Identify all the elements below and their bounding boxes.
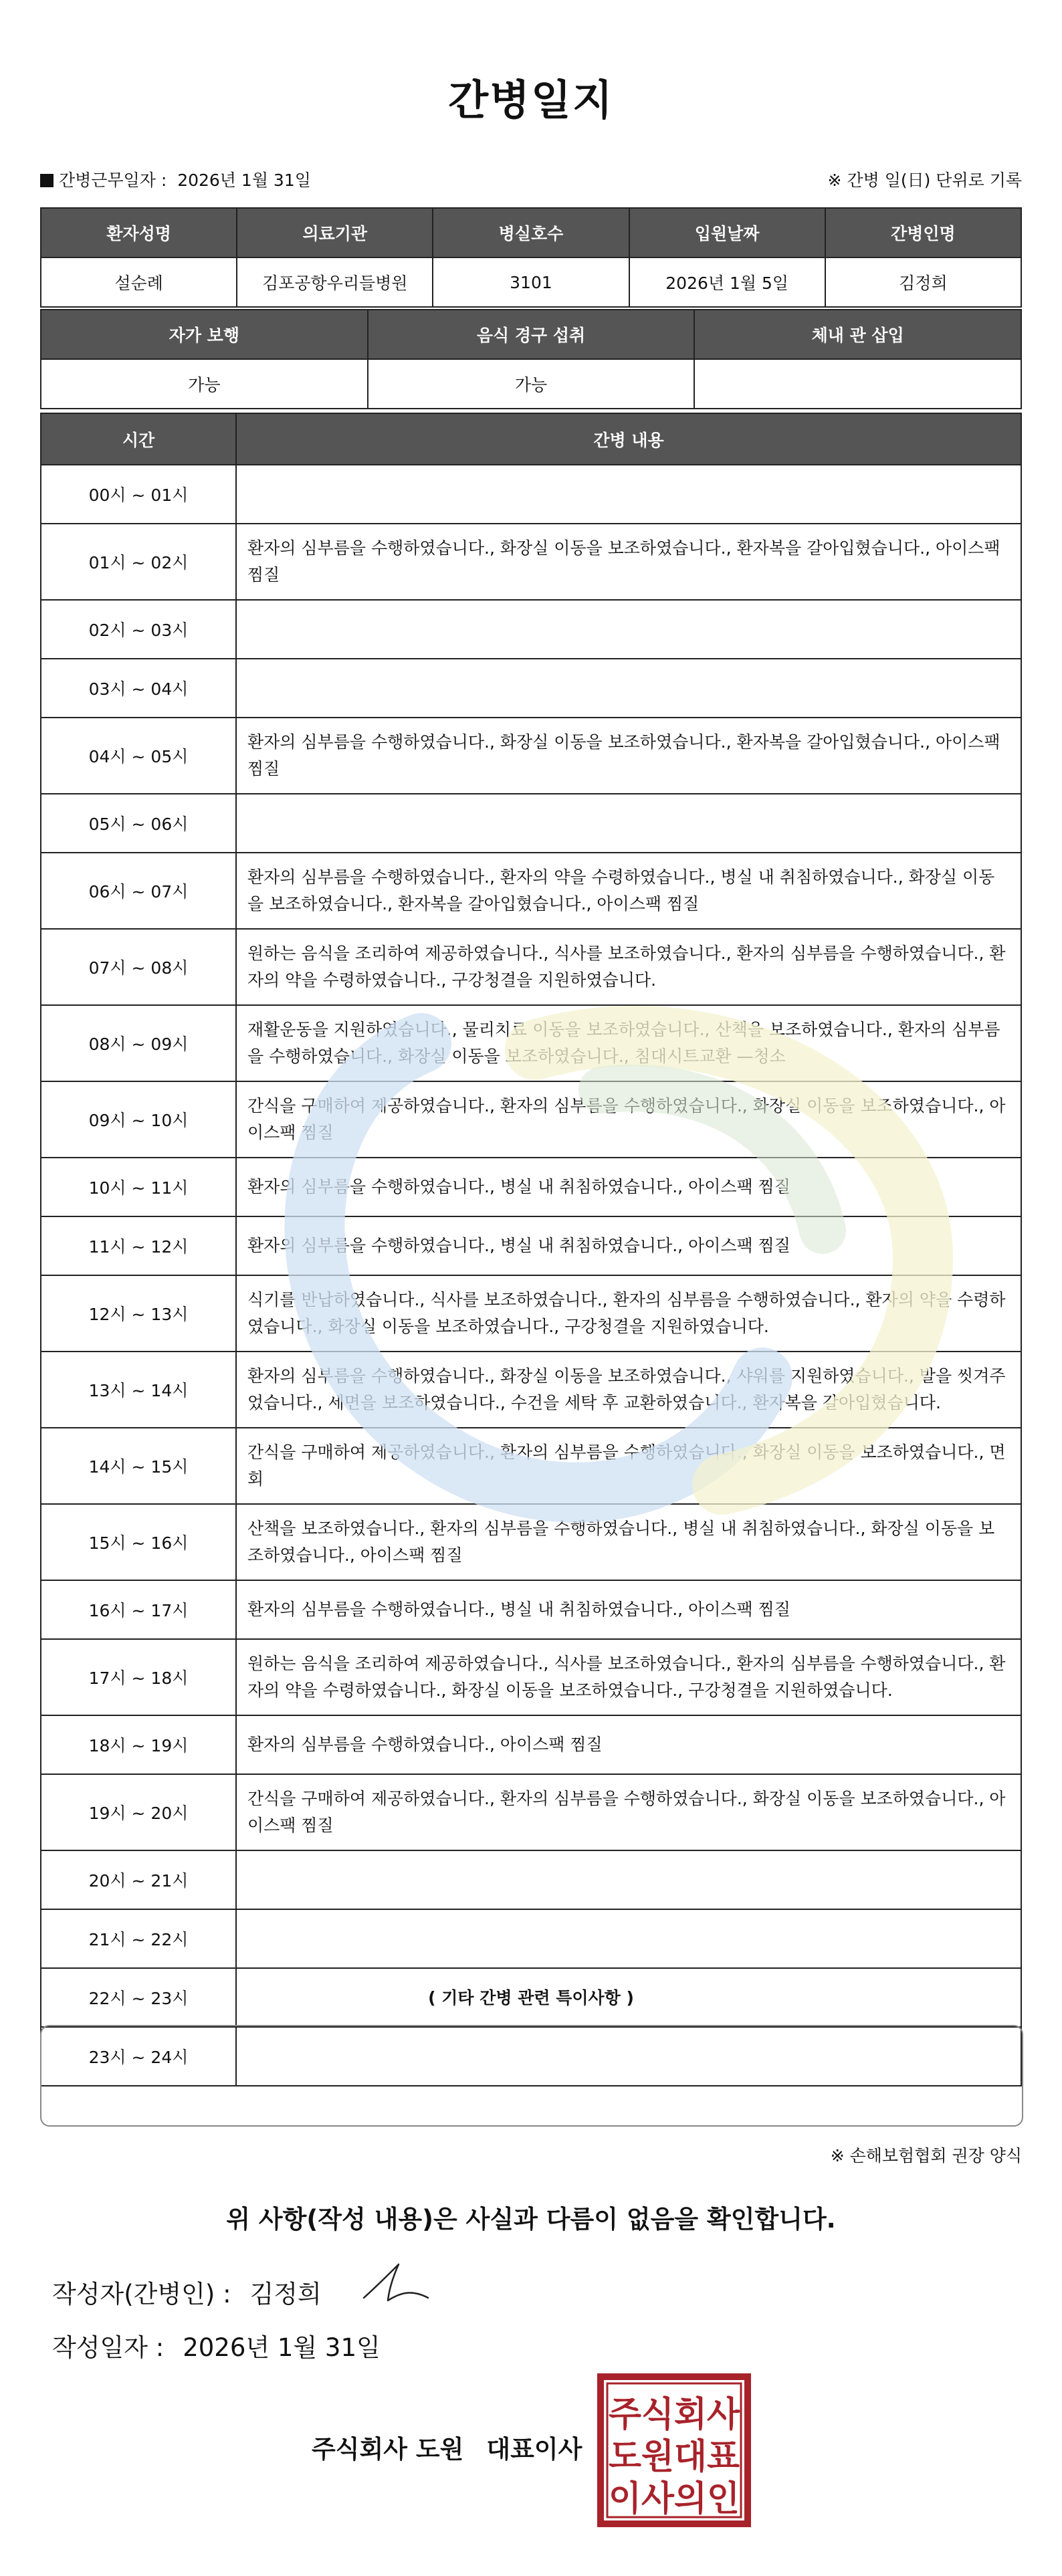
table-row xyxy=(41,1275,1021,1352)
care-content xyxy=(236,600,1021,659)
table-row xyxy=(41,1352,1021,1428)
time-slot: 03시 ~ 04시 xyxy=(41,659,236,718)
table-row xyxy=(41,659,1021,718)
special-notes-title: ( 기타 간병 관련 특이사항 ) xyxy=(428,1988,634,2008)
page-title: 간병일지 xyxy=(448,76,614,124)
table-row xyxy=(41,1081,1021,1158)
unit-note: ※ 간병 일(日) 단위로 기록 xyxy=(827,171,1022,190)
header-patient-name: 환자성명 xyxy=(41,208,237,257)
time-slot: 13시 ~ 14시 xyxy=(41,1352,236,1428)
care-content: 환자의 심부름을 수행하였습니다., 화장실 이동을 보조하였습니다., 환자복을 갈아입혔습니다., 아이스팩 찜질 xyxy=(236,718,1021,794)
care-content: 식기를 반납하였습니다., 식사를 보조하였습니다., 환자의 심부름을 수행하였습니다., 환자의 약을 수령하였습니다., 화장실 이동을 보조하였습니다., 구강청결을 지원하였습니다. xyxy=(236,1275,1021,1352)
written-date-line xyxy=(52,2327,381,2363)
header-tube-insertion: 체내 관 삽입 xyxy=(694,310,1021,359)
self-walking-value: 가능 xyxy=(41,359,368,409)
writer-line xyxy=(52,2274,322,2310)
time-slot: 00시 ~ 01시 xyxy=(41,465,236,524)
writer-name: 김정희 xyxy=(249,2280,322,2309)
tube-insertion-value xyxy=(694,359,1021,409)
table-row xyxy=(41,718,1021,794)
care-content: 원하는 음식을 조리하여 제공하였습니다., 식사를 보조하였습니다., 환자의 심부름을 수행하였습니다., 환자의 약을 수령하였습니다., 구강청결을 지원하였습니다. xyxy=(236,929,1021,1005)
company-seal-icon xyxy=(597,2373,752,2528)
room-number: 3101 xyxy=(433,257,629,307)
time-slot: 17시 ~ 18시 xyxy=(41,1639,236,1715)
time-slot: 10시 ~ 11시 xyxy=(41,1158,236,1216)
care-content xyxy=(236,465,1021,524)
table-row xyxy=(41,465,1021,524)
table-row xyxy=(41,524,1021,600)
square-bullet-icon xyxy=(40,174,54,187)
patient-status-table xyxy=(40,309,1022,409)
time-slot: 01시 ~ 02시 xyxy=(41,524,236,600)
time-slot: 12시 ~ 13시 xyxy=(41,1275,236,1352)
work-date-value: 2026년 1월 31일 xyxy=(177,171,311,190)
recommend-note: ※ 손해보험협회 권장 양식 xyxy=(830,2146,1022,2165)
table-row xyxy=(41,600,1021,659)
time-slot: 18시 ~ 19시 xyxy=(41,1715,236,1774)
patient-info-table xyxy=(40,207,1022,308)
care-content: 환자의 심부름을 수행하였습니다., 환자의 약을 수령하였습니다., 병실 내 취침하였습니다., 화장실 이동을 보조하였습니다., 환자복을 갈아입혔습니다., 아이스팩 찜질 xyxy=(236,853,1021,929)
table-row xyxy=(41,794,1021,853)
care-content: 환자의 심부름을 수행하였습니다., 아이스팩 찜질 xyxy=(236,1715,1021,1774)
time-slot: 09시 ~ 10시 xyxy=(41,1081,236,1158)
company-line xyxy=(312,2429,582,2465)
special-notes-box xyxy=(40,2025,1023,2127)
time-slot: 15시 ~ 16시 xyxy=(41,1504,236,1580)
table-row xyxy=(41,1715,1021,1774)
log-header-row xyxy=(41,413,1021,465)
admission-date: 2026년 1월 5일 xyxy=(629,257,825,307)
table-row xyxy=(41,1216,1021,1275)
time-slot: 11시 ~ 12시 xyxy=(41,1216,236,1275)
header-room-number: 병실호수 xyxy=(433,208,629,257)
table-row xyxy=(41,1504,1021,1580)
time-slot: 08시 ~ 09시 xyxy=(41,1005,236,1081)
written-date-value: 2026년 1월 31일 xyxy=(183,2333,381,2362)
company-name: 주식회사 도원 xyxy=(312,2435,464,2464)
patient-info-value-row xyxy=(41,257,1021,307)
table-row xyxy=(41,1005,1021,1081)
seal-line: 이사의인 xyxy=(609,2479,740,2519)
patient-name: 설순례 xyxy=(41,257,237,307)
header-self-walking: 자가 보행 xyxy=(41,310,368,359)
care-content: 산책을 보조하였습니다., 환자의 심부름을 수행하였습니다., 병실 내 취침하였습니다., 화장실 이동을 보조하였습니다., 아이스팩 찜질 xyxy=(236,1504,1021,1580)
table-row xyxy=(41,1909,1021,1968)
time-slot: 05시 ~ 06시 xyxy=(41,794,236,853)
table-row xyxy=(41,853,1021,929)
table-row xyxy=(41,1639,1021,1715)
time-slot: 04시 ~ 05시 xyxy=(41,718,236,794)
time-slot: 16시 ~ 17시 xyxy=(41,1580,236,1639)
care-content: 간식을 구매하여 제공하였습니다., 환자의 심부름을 수행하였습니다., 화장실 이동을 보조하였습니다., 아이스팩 찜질 xyxy=(236,1081,1021,1158)
time-slot: 02시 ~ 03시 xyxy=(41,600,236,659)
care-content: 간식을 구매하여 제공하였습니다., 환자의 심부름을 수행하였습니다., 화장실 이동을 보조하였습니다., 면회 xyxy=(236,1428,1021,1504)
care-content xyxy=(236,659,1021,718)
hospital-name: 김포공항우리들병원 xyxy=(237,257,433,307)
time-slot: 06시 ~ 07시 xyxy=(41,853,236,929)
written-date-label: 작성일자 : xyxy=(52,2333,165,2362)
care-content: 재활운동을 지원하였습니다., 물리치료 이동을 보조하였습니다., 산책을 보조하였습니다., 환자의 심부름을 수행하였습니다., 화장실 이동을 보조하였습니다., 침대시트교환 —청소 xyxy=(236,1005,1021,1081)
care-content: 원하는 음식을 조리하여 제공하였습니다., 식사를 보조하였습니다., 환자의 심부름을 수행하였습니다., 환자의 약을 수령하였습니다., 화장실 이동을 보조하였습니다., 구강청결을 지원하였습니다. xyxy=(236,1639,1021,1715)
table-row xyxy=(41,1428,1021,1504)
patient-info-header-row xyxy=(41,208,1021,257)
header-admission-date: 입원날짜 xyxy=(629,208,825,257)
caregiver-name: 김정희 xyxy=(825,257,1021,307)
care-content xyxy=(236,1850,1021,1909)
writer-label: 작성자(간병인) : xyxy=(52,2280,231,2309)
care-log-table xyxy=(40,413,1022,2086)
header-time: 시간 xyxy=(41,413,236,465)
table-row xyxy=(41,1774,1021,1850)
seal-line: 도원대표 xyxy=(609,2437,740,2477)
table-row xyxy=(41,929,1021,1005)
header-care-content: 간병 내용 xyxy=(236,413,1021,465)
seal-line: 주식회사 xyxy=(609,2395,740,2435)
table-row xyxy=(41,1850,1021,1909)
time-slot: 21시 ~ 22시 xyxy=(41,1909,236,1968)
time-slot: 07시 ~ 08시 xyxy=(41,929,236,1005)
header-oral-intake: 음식 경구 섭취 xyxy=(368,310,695,359)
table-row xyxy=(41,1158,1021,1216)
signature-icon xyxy=(358,2259,432,2313)
care-content: 간식을 구매하여 제공하였습니다., 환자의 심부름을 수행하였습니다., 화장실 이동을 보조하였습니다., 아이스팩 찜질 xyxy=(236,1774,1021,1850)
time-slot: 14시 ~ 15시 xyxy=(41,1428,236,1504)
care-content: 환자의 심부름을 수행하였습니다., 화장실 이동을 보조하였습니다., 샤워를 지원하였습니다., 발을 씻겨주었습니다., 세면을 보조하였습니다., 수건을 세탁 후 교환하였습니다., 환자복을 갈아입혔습니다. xyxy=(236,1352,1021,1428)
care-content xyxy=(236,794,1021,853)
header-hospital: 의료기관 xyxy=(237,208,433,257)
care-content: 환자의 심부름을 수행하였습니다., 병실 내 취침하였습니다., 아이스팩 찜질 xyxy=(236,1580,1021,1639)
care-content: 환자의 심부름을 수행하였습니다., 병실 내 취침하였습니다., 아이스팩 찜질 xyxy=(236,1216,1021,1275)
care-content: 환자의 심부름을 수행하였습니다., 병실 내 취침하였습니다., 아이스팩 찜질 xyxy=(236,1158,1021,1216)
header-caregiver-name: 간병인명 xyxy=(825,208,1021,257)
time-slot: 19시 ~ 20시 xyxy=(41,1774,236,1850)
work-date-label: 간병근무일자 : xyxy=(59,171,167,190)
oral-intake-value: 가능 xyxy=(368,359,695,409)
confirmation-statement: 위 사항(작성 내용)은 사실과 다름이 없음을 확인합니다. xyxy=(226,2205,836,2234)
time-slot: 20시 ~ 21시 xyxy=(41,1850,236,1909)
care-content: 환자의 심부름을 수행하였습니다., 화장실 이동을 보조하였습니다., 환자복을 갈아입혔습니다., 아이스팩 찜질 xyxy=(236,524,1021,600)
time-slot: 23시 ~ 24시 xyxy=(41,2027,236,2086)
work-date xyxy=(40,167,311,191)
status-value-row xyxy=(41,359,1021,409)
care-content xyxy=(236,1909,1021,1968)
status-header-row xyxy=(41,310,1021,359)
table-row xyxy=(41,1580,1021,1639)
ceo-label: 대표이사 xyxy=(486,2435,582,2464)
time-slot: 22시 ~ 23시 xyxy=(41,1968,236,2027)
